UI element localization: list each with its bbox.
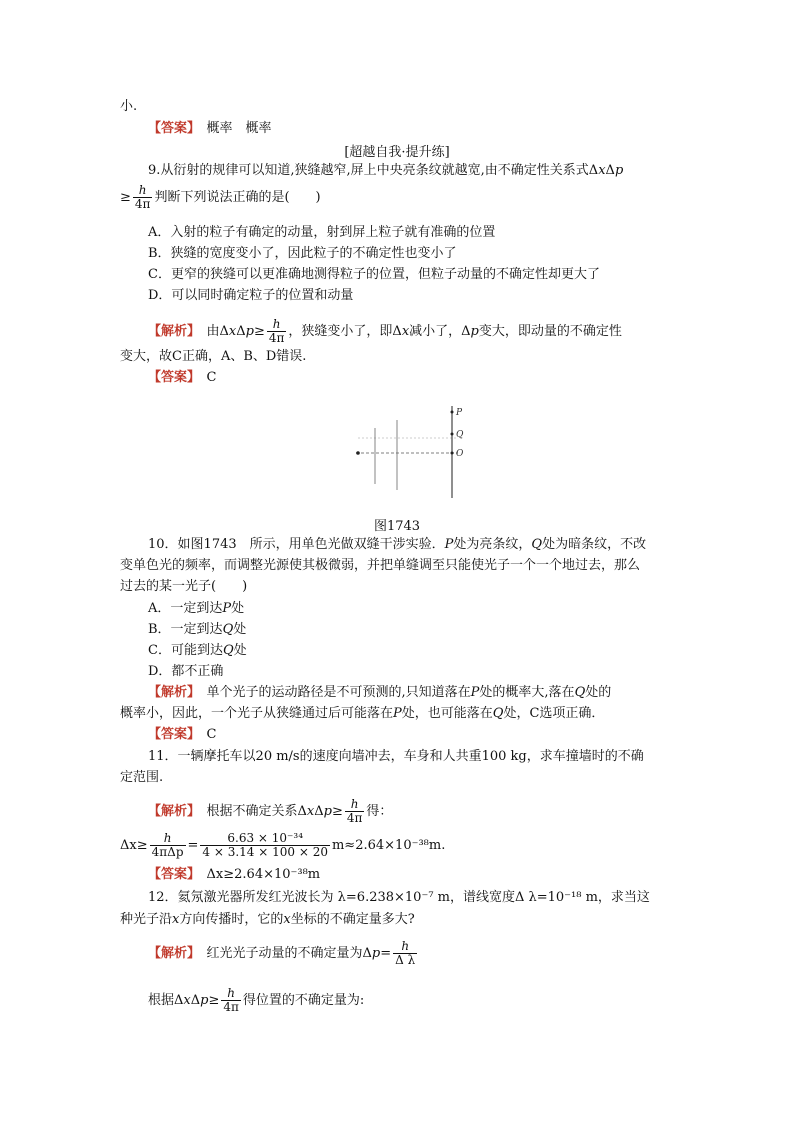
- answer-tag: 【答案】: [148, 370, 194, 385]
- answer-line: 【答案】 C: [148, 370, 217, 385]
- answer-line: 【答案】 Δx≥2.64×10⁻³⁸m: [148, 867, 321, 882]
- analysis-line: 【解析】 由ΔxΔp≥ $\frac{h}{4\pi}$ ，狭缝变小了，即Δx减小了，Δp变大，即动量的不确定性: [148, 317, 622, 345]
- option-b: B．狭缝的宽度变小了，因此粒子的不确定性也变小了: [148, 246, 457, 261]
- answer-line: 【答案】 概率 概率: [148, 121, 272, 136]
- option-a: A．入射的粒子有确定的动量，射到屏上粒子就有准确的位置: [148, 225, 496, 240]
- option-d: D．可以同时确定粒子的位置和动量: [148, 288, 354, 303]
- label-q: Q: [456, 430, 464, 440]
- analysis-tag: 【解析】: [148, 804, 194, 819]
- option-b: B．一定到达Q处: [148, 622, 247, 637]
- fraction: $\frac{h}{\text{4πΔp}}$: [151, 831, 184, 859]
- analysis-tag: 【解析】: [148, 685, 194, 700]
- fraction: $\frac{h}{4\pi}$: [268, 317, 285, 345]
- question-12-line: 12．氦氖激光器所发红光波长为 λ=6.238×10⁻⁷ m，谱线宽度Δ λ=10⁻¹⁸ m，求当这: [148, 890, 650, 905]
- analysis-tag: 【解析】: [148, 946, 194, 961]
- analysis-tag: 【解析】: [148, 324, 194, 339]
- question-10-line: 过去的某一光子( ): [120, 579, 248, 594]
- fraction: $\frac{h}{4\pi}$: [223, 986, 239, 1014]
- answer-tag: 【答案】: [148, 121, 194, 136]
- option-c: C．更窄的狭缝可以更准确地测得粒子的位置，但粒子动量的不确定性却更大了: [148, 267, 600, 282]
- analysis-line: 概率小，因此，一个光子从狭缝通过后可能落在P处，也可能落在Q处，C选项正确．: [120, 706, 605, 721]
- option-c: C．可能到达Q处: [148, 643, 247, 658]
- double-slit-figure: [350, 398, 480, 502]
- question-12-line: 种光子沿x方向传播时，它的x坐标的不确定量多大?: [120, 912, 415, 927]
- answer-tag: 【答案】: [148, 727, 194, 742]
- question-10-line: 变单色光的频率，而调整光源使其极微弱，并把单缝调至只能使光子一个一个地过去，那么: [120, 558, 641, 573]
- analysis-line: 根据ΔxΔp≥ $\frac{h}{4\pi}$ 得位置的不确定量为:: [148, 986, 365, 1014]
- fraction: $\frac{\text{6.63 × 10⁻³⁴}}{4 \times 3.14 \times 100 \times 20}$: [202, 831, 328, 859]
- question-11-line: 定范围.: [120, 770, 164, 785]
- question-9-line: ≥ $\frac{h}{4\pi}$ 判断下列说法正确的是( ): [120, 183, 321, 211]
- section-title: [超越自我·提升练]: [344, 145, 450, 160]
- option-a: A．一定到达P处: [148, 601, 245, 616]
- analysis-line: 【解析】 单个光子的运动路径是不可预测的,只知道落在P处的概率大,落在Q处的: [148, 685, 612, 700]
- option-d: D．都不正确: [148, 664, 224, 679]
- fraction: $\frac{h}{4\pi}$: [346, 797, 363, 825]
- question-11-line: 11．一辆摩托车以20 m/s的速度向墙冲去，车身和人共重100 kg，求车撞墙时的不确: [148, 749, 644, 764]
- analysis-line: 【解析】 红光光子动量的不确定量为Δp= $\frac{h}{\text{Δ λ}}$: [148, 939, 416, 967]
- fraction: $\frac{h}{4\pi}$: [134, 183, 151, 211]
- analysis-line: 【解析】 根据不确定关系ΔxΔp≥ $\frac{h}{4\pi}$ 得：: [148, 797, 393, 825]
- answer-tag: 【答案】: [148, 867, 194, 882]
- label-o: O: [456, 449, 464, 459]
- figure-caption: 图1743: [373, 519, 421, 534]
- question-10-line: 10．如图1743 所示，用单色光做双缝干涉实验．P处为亮条纹，Q处为暗条纹，不改: [148, 537, 647, 552]
- calculation-line: Δx≥ $\frac{h}{\text{4πΔp}}$ = $\frac{\text{6.63 × 10⁻³⁴}}{4 \times 3.14 \times 100 \times 20}$ m≈2.64×10⁻³⁸m.: [120, 831, 446, 859]
- answer-line: 【答案】 C: [148, 727, 217, 742]
- label-p: P: [456, 408, 463, 418]
- analysis-line: 变大，故C正确，A、B、D错误.: [120, 349, 307, 364]
- fraction: $\frac{h}{\text{Δ λ}}$: [395, 939, 416, 967]
- question-9-line: 9.从衍射的规律可以知道,狭缝越窄,屏上中央亮条纹就越宽,由不确定性关系式ΔxΔp: [148, 163, 624, 178]
- text-line: 小.: [120, 99, 138, 114]
